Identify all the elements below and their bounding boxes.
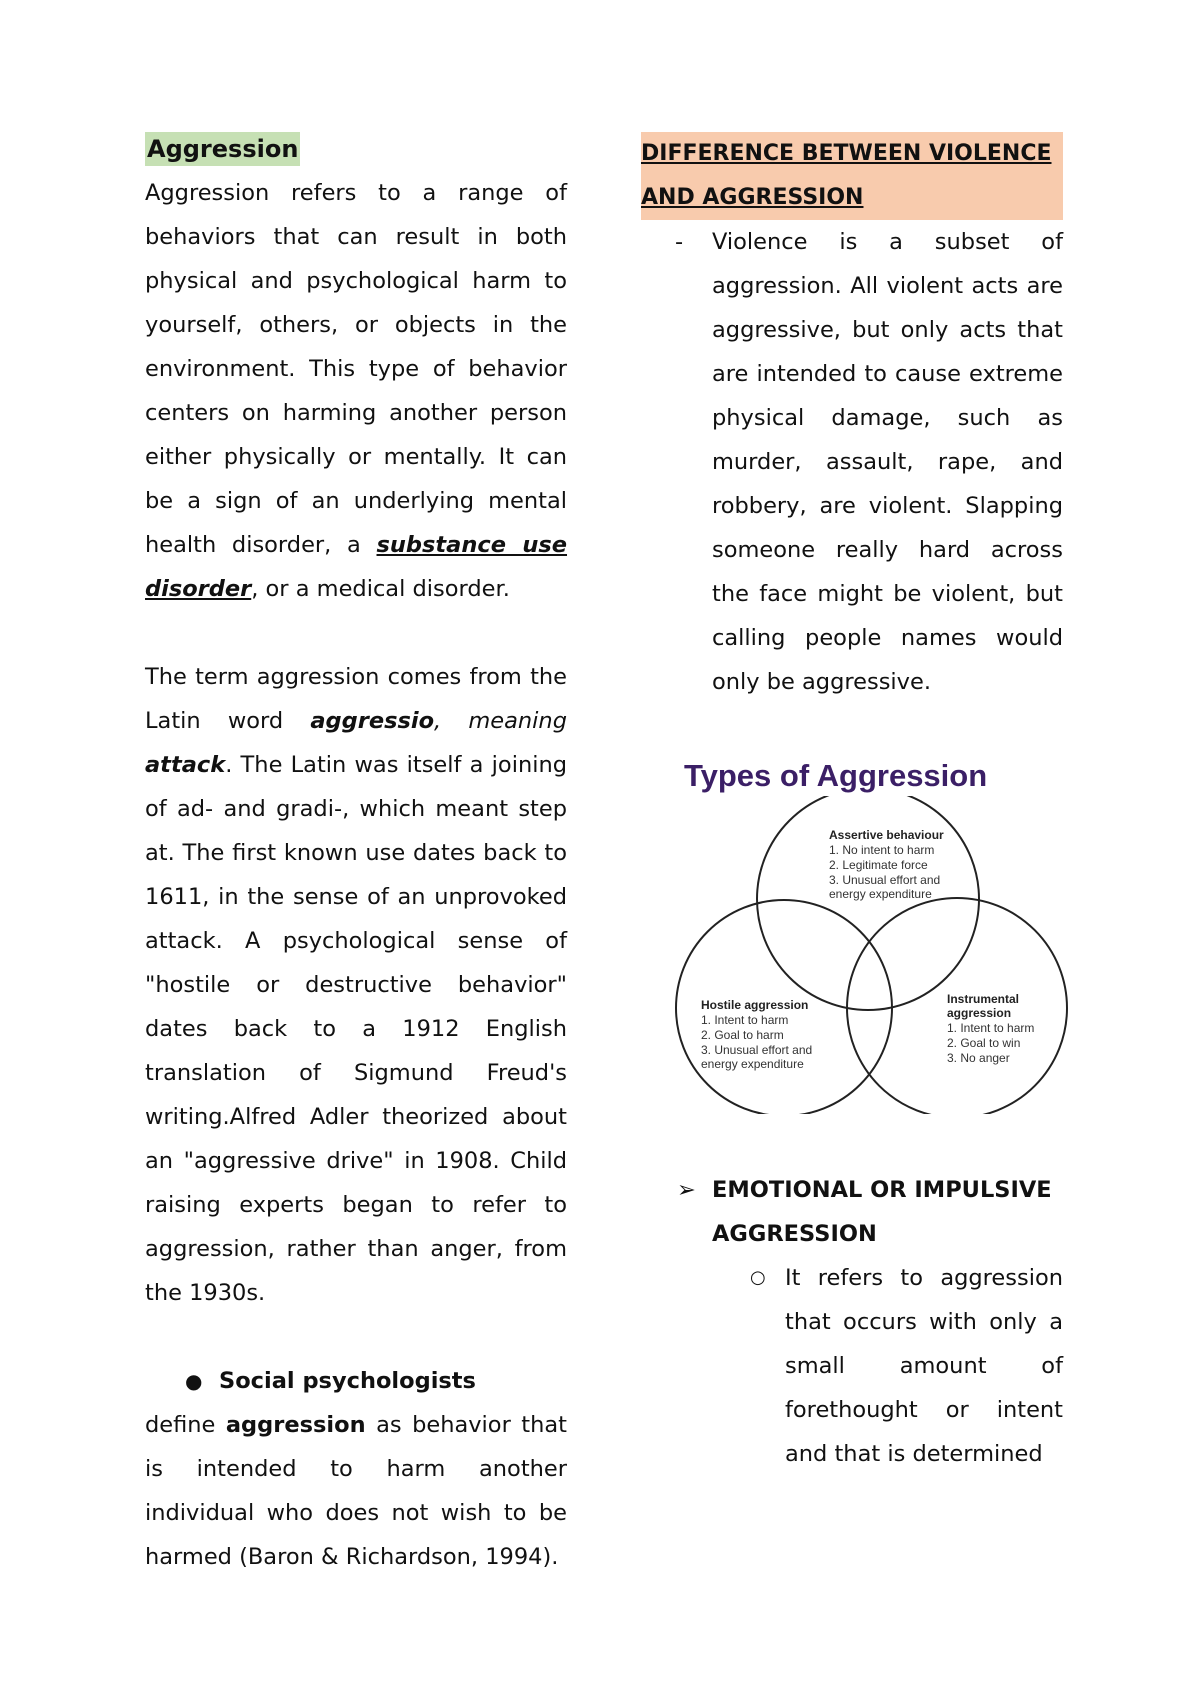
aggression-bold: aggression: [225, 1412, 366, 1438]
venn-title: Types of Aggression: [684, 758, 988, 793]
violence-text: Violence is a subset of aggression. All violent acts are aggressive, but only acts that are intended to cause extreme physical damage, such as murder, assault, rape, and robbery, are violent. Slapping someone really hard across the face might be violent, but calling people names would only be aggressive.: [712, 229, 1063, 695]
arrow-bullet-icon: ➢: [677, 1177, 696, 1203]
assertive-item-3: 3. Unusual effort and: [829, 873, 941, 887]
circle-bullet-icon: ○: [750, 1267, 766, 1288]
assertive-item-2: 2. Legitimate force: [829, 858, 928, 872]
social-psychologists-bullet: [145, 1359, 567, 1403]
instrumental-item-2: 2. Goal to win: [947, 1036, 1021, 1050]
bullet-label: Social psychologists: [219, 1368, 476, 1394]
social-psych-definition-paragraph: [145, 1403, 567, 1579]
difference-heading: DIFFERENCE BETWEEN VIOLENCE AND AGGRESSION: [641, 132, 1063, 220]
spacer: [145, 611, 567, 655]
instrumental-title-line2: aggression: [947, 1006, 1012, 1020]
attack-word: attack: [145, 752, 226, 778]
violence-dash-item: [641, 220, 1063, 704]
substance-use-disorder-link[interactable]: substance use disorder: [145, 532, 568, 602]
assertive-title: Assertive behaviour: [829, 828, 944, 842]
emotional-aggression-text: It refers to aggression that occurs with only a small amount of forethought or intent and that is determined: [785, 1265, 1063, 1467]
meaning-text: , meaning: [434, 708, 567, 734]
bullet-dot-icon: ●: [185, 1369, 203, 1393]
instrumental-title-line1: Instrumental: [947, 992, 1020, 1006]
hostile-item-3: 3. Unusual effort and: [701, 1043, 813, 1057]
assertive-item-4: energy expenditure: [829, 887, 932, 901]
social-def-rest: as behavior that is intended to harm another individual who does not wish to be harmed (Baron & Richardson, 1994).: [145, 1412, 567, 1570]
venn-diagram: [674, 796, 1084, 1114]
hostile-title: Hostile aggression: [701, 998, 809, 1012]
instrumental-item-3: 3. No anger: [947, 1051, 1010, 1065]
left-column: [145, 132, 567, 1579]
spacer: [145, 1315, 567, 1359]
etymology-start: The term aggression comes from the Latin word: [145, 664, 567, 734]
definition-text: Aggression refers to a range of behaviors that can result in both physical and psychological harm to yourself, others, or objects in the environment. This type of behavior centers on harming another person either physically or mentally. It can be a sign of an underlying mental health disorder, a: [145, 180, 567, 558]
etymology-rest: . The Latin was itself a joining of ad- and gradi-, which meant step at. The first known use dates back to 1611, in the sense of an unprovoked attack. A psychological sense of "hostile or destructive behavior" dates back to a 1912 English translation of Sigmund Freud's writing.Alfred Adler theorized about an "aggressive drive" in 1908. Child raising experts began to refer to aggression, rather than anger, from the 1930s.: [145, 752, 567, 1306]
definition-end: , or a medical disorder.: [251, 576, 510, 602]
hostile-item-1: 1. Intent to harm: [701, 1013, 789, 1027]
emotional-aggression-sub-item: [641, 1256, 1063, 1476]
social-def-start: define: [145, 1412, 226, 1438]
aggression-definition-paragraph: [145, 171, 567, 611]
right-column: [641, 132, 1063, 1476]
aggression-heading: Aggression: [145, 132, 300, 166]
assertive-item-1: 1. No intent to harm: [829, 843, 935, 857]
hostile-item-4: energy expenditure: [701, 1057, 804, 1071]
emotional-aggression-label: EMOTIONAL OR IMPULSIVE AGGRESSION: [712, 1177, 1052, 1247]
instrumental-item-1: 1. Intent to harm: [947, 1021, 1035, 1035]
emotional-aggression-item: [641, 1168, 1063, 1256]
etymology-paragraph: [145, 655, 567, 1315]
types-of-aggression-figure: [674, 756, 1063, 1120]
aggressio-word: aggressio: [310, 708, 435, 734]
dash-marker: -: [675, 229, 684, 255]
hostile-item-2: 2. Goal to harm: [701, 1028, 784, 1042]
